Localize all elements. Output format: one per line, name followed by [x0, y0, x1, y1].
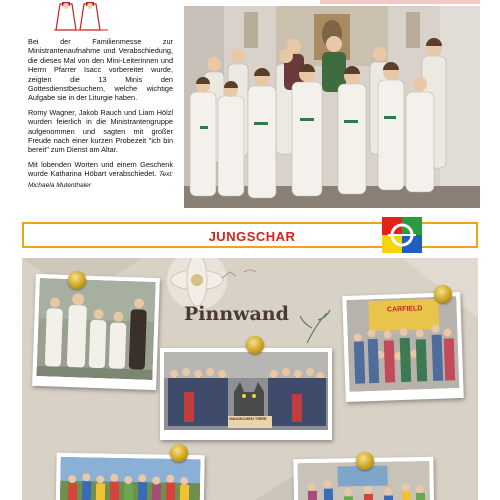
- previous-heading-remnant: [320, 0, 480, 4]
- banner-text: MAGISCHEN TIERE: [229, 416, 267, 421]
- section-title: JUNGSCHAR: [208, 229, 296, 244]
- pinboard-title: Pinnwand: [184, 303, 289, 325]
- photo-outdoor-group-illustration: [59, 457, 200, 500]
- photo-ministrants-illustration: [36, 278, 155, 380]
- ministrant-group-photo: [184, 6, 480, 208]
- article-paragraph: Bei der Familienmesse zur Ministrantenaufnahme und Verabschiedung, die dieses Mal von den Mini-Leiterinnen und Herrn Pfarrer Isacc vorbereitet wurde, zeigten die 13 Minis den Gottesdienstbesuchern, welche wichtige Aufgabe sie in der Liturgie haben.: [28, 37, 173, 103]
- pushpin-icon: [68, 271, 86, 289]
- pushpin-icon: [356, 452, 374, 470]
- article-paragraph-text: Mit lobenden Worten und einem Geschenk wurde Katharina Höbart verabschiedet.: [28, 159, 173, 179]
- jungschar-logo-icon: [380, 215, 424, 255]
- pushpin-icon: [170, 444, 188, 462]
- ministrant-logo-icon: [52, 0, 110, 32]
- photo-group-cat: [160, 348, 332, 440]
- article-text: [28, 37, 173, 195]
- article-paragraph: Romy Wagner, Jakob Rauch und Liam Hölzl wurden feierlich in die Ministrantengruppe aufgenommen und sagten mit großer Freude nach einer kurzen Probezeit "ich bin bereit" zum Dienst am Altar.: [28, 107, 173, 155]
- church-group-illustration: [184, 6, 480, 208]
- pushpin-icon: [246, 336, 264, 354]
- photo-ministrants: [32, 274, 160, 390]
- photo-kids-sign: [342, 292, 464, 402]
- article-credit: Text: Michaela Mutenthaler: [28, 171, 173, 189]
- sign-text: CARFIELD: [386, 305, 423, 314]
- pushpin-icon: [434, 285, 452, 303]
- article-paragraph: [28, 160, 173, 190]
- pinboard: [22, 258, 478, 500]
